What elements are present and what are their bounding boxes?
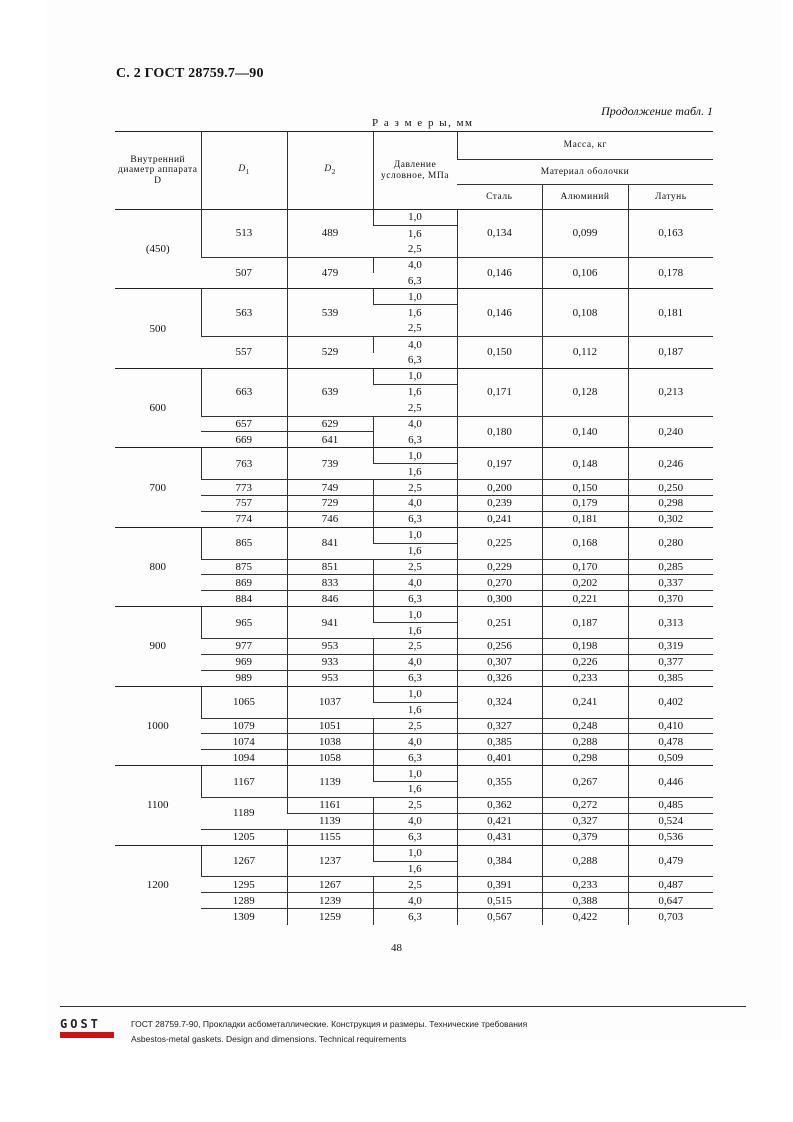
cell-pressure: 1,6 xyxy=(407,862,422,875)
cell-mass-aluminium: 0,198 xyxy=(542,639,628,655)
header-d2: $D_2$ xyxy=(287,132,373,210)
cell-d1: 1079 xyxy=(201,718,287,734)
table-row xyxy=(115,527,713,543)
table-row xyxy=(115,766,713,782)
table-row xyxy=(115,607,713,623)
cell-d2: 953 xyxy=(287,670,373,686)
cell-mass-steel: 0,300 xyxy=(457,591,542,607)
header-pressure: Давление условное, МПа xyxy=(373,132,457,210)
footer-divider xyxy=(60,1006,746,1007)
cell-mass-brass: 0,285 xyxy=(628,559,713,575)
cell-mass-aluminium: 0,181 xyxy=(542,511,628,527)
cell-d2: 851 xyxy=(287,559,373,575)
cell-mass-aluminium: 0,388 xyxy=(542,893,628,909)
cell-d2: 1139 xyxy=(287,766,373,798)
cell-mass-aluminium: 0,288 xyxy=(542,845,628,877)
table-row xyxy=(115,496,713,512)
cell-pressure: 2,5 xyxy=(373,797,457,813)
table-row xyxy=(115,845,713,861)
header-d1: $D_1$ xyxy=(201,132,287,210)
cell-mass-brass: 0,536 xyxy=(628,829,713,845)
cell-d2: 639 xyxy=(287,368,373,416)
cell-pressure: 4,0 xyxy=(373,893,457,909)
cell-d2: 1051 xyxy=(287,718,373,734)
cell-d1: 774 xyxy=(201,511,287,527)
cell-d2: 933 xyxy=(287,654,373,670)
cell-mass-brass: 0,509 xyxy=(628,750,713,766)
table-row xyxy=(115,559,713,575)
cell-pressure: 1,6 xyxy=(407,624,422,637)
cell-mass-aluminium: 0,267 xyxy=(542,766,628,798)
table-row xyxy=(115,909,713,925)
cell-d2: 941 xyxy=(287,607,373,639)
page-number: 48 xyxy=(391,942,402,954)
cell-d1: 757 xyxy=(201,496,287,512)
cell-mass-aluminium: 0,248 xyxy=(542,718,628,734)
table-continuation-note: Продолжение табл. 1 xyxy=(601,104,713,118)
cell-mass-aluminium: 0,226 xyxy=(542,654,628,670)
cell-d1: 557 xyxy=(201,337,287,369)
cell-pressure: 4,0 xyxy=(373,734,457,750)
cell-mass-brass: 0,313 xyxy=(628,607,713,639)
cell-d1: 1309 xyxy=(201,909,287,925)
cell-pressure: 2,5 xyxy=(407,401,422,414)
cell-pressure: 6,3 xyxy=(373,670,457,686)
cell-mass-steel: 0,391 xyxy=(457,877,542,893)
cell-pressure: 4,0 xyxy=(373,416,457,432)
cell-mass-brass: 0,478 xyxy=(628,734,713,750)
cell-mass-brass: 0,337 xyxy=(628,575,713,591)
cell-mass-brass: 0,377 xyxy=(628,654,713,670)
cell-d2: 739 xyxy=(287,448,373,480)
cell-mass-steel: 0,401 xyxy=(457,750,542,766)
table-row xyxy=(115,448,713,464)
cell-pressure: 2,5 xyxy=(373,639,457,655)
cell-pressure: 4,0 xyxy=(373,496,457,512)
cell-mass-brass: 0,280 xyxy=(628,527,713,559)
cell-d1: 669 xyxy=(201,432,287,448)
cell-mass-aluminium: 0,288 xyxy=(542,734,628,750)
cell-pressure: 4,0 xyxy=(373,575,457,591)
cell-mass-steel: 0,326 xyxy=(457,670,542,686)
cell-mass-aluminium: 0,202 xyxy=(542,575,628,591)
cell-d2: 1038 xyxy=(287,734,373,750)
cell-d2: 479 xyxy=(287,257,373,289)
cell-mass-steel: 0,241 xyxy=(457,511,542,527)
cell-d1: 773 xyxy=(201,480,287,496)
cell-d1: 884 xyxy=(201,591,287,607)
dimensions-caption: Р а з м е р ы, мм xyxy=(372,117,474,129)
cell-d1: 965 xyxy=(201,607,287,639)
cell-inner-diameter: 800 xyxy=(115,527,201,606)
cell-mass-aluminium: 0,168 xyxy=(542,527,628,559)
header-brass: Латунь xyxy=(628,185,713,210)
cell-d2: 1237 xyxy=(287,845,373,877)
cell-d1: 1094 xyxy=(201,750,287,766)
cell-mass-aluminium: 0,112 xyxy=(542,337,628,369)
cell-pressure: 1,6 xyxy=(407,545,422,558)
header-mass: Масса, кг xyxy=(457,132,713,160)
cell-d2: 729 xyxy=(287,496,373,512)
cell-pressure: 6,3 xyxy=(407,354,422,367)
cell-pressure: 1,6 xyxy=(407,227,422,240)
cell-d1: 1295 xyxy=(201,877,287,893)
cell-pressure: 6,3 xyxy=(373,591,457,607)
cell-mass-aluminium: 0,187 xyxy=(542,607,628,639)
table-row xyxy=(115,416,713,432)
cell-mass-brass: 0,370 xyxy=(628,591,713,607)
cell-d2: 1239 xyxy=(287,893,373,909)
cell-d2: 1259 xyxy=(287,909,373,925)
cell-mass-aluminium: 0,221 xyxy=(542,591,628,607)
cell-mass-steel: 0,384 xyxy=(457,845,542,877)
cell-mass-aluminium: 0,179 xyxy=(542,496,628,512)
footer-title-en: Asbestos-metal gaskets. Design and dimensions. Technical requirements xyxy=(131,1034,407,1044)
cell-d1: 875 xyxy=(201,559,287,575)
cell-inner-diameter: (450) xyxy=(115,210,201,289)
cell-d1: 1205 xyxy=(201,829,287,845)
cell-mass-steel: 0,171 xyxy=(457,368,542,416)
cell-d2: 833 xyxy=(287,575,373,591)
cell-d1: 1074 xyxy=(201,734,287,750)
cell-mass-steel: 0,146 xyxy=(457,289,542,337)
cell-mass-brass: 0,298 xyxy=(628,496,713,512)
cell-mass-steel: 0,355 xyxy=(457,766,542,798)
cell-inner-diameter: 1200 xyxy=(115,845,201,924)
cell-mass-steel: 0,362 xyxy=(457,797,542,813)
table-row xyxy=(115,210,713,226)
cell-d2: 1155 xyxy=(287,829,373,845)
cell-mass-steel: 0,431 xyxy=(457,829,542,845)
cell-mass-steel: 0,200 xyxy=(457,480,542,496)
cell-pressure: 6,3 xyxy=(373,829,457,845)
cell-d1: 513 xyxy=(201,210,287,258)
cell-pressure: 2,5 xyxy=(373,559,457,575)
cell-mass-brass: 0,703 xyxy=(628,909,713,925)
cell-d2: 641 xyxy=(287,432,373,448)
cell-pressure: 1,6 xyxy=(407,386,422,399)
cell-d1: 977 xyxy=(201,639,287,655)
cell-mass-brass: 0,187 xyxy=(628,337,713,369)
cell-d1: 763 xyxy=(201,448,287,480)
cell-mass-brass: 0,163 xyxy=(628,210,713,258)
table-row xyxy=(115,639,713,655)
cell-d1: 969 xyxy=(201,654,287,670)
cell-mass-aluminium: 0,272 xyxy=(542,797,628,813)
cell-d1: 657 xyxy=(201,416,287,432)
cell-pressure: 2,5 xyxy=(373,480,457,496)
cell-mass-aluminium: 0,241 xyxy=(542,686,628,718)
cell-inner-diameter: 900 xyxy=(115,607,201,686)
cell-pressure: 6,3 xyxy=(373,511,457,527)
table-row xyxy=(115,797,713,813)
cell-pressure: 1,0 xyxy=(373,527,457,543)
cell-mass-brass: 0,246 xyxy=(628,448,713,480)
cell-d2: 629 xyxy=(287,416,373,432)
cell-d2: 1161 xyxy=(287,797,373,813)
cell-mass-steel: 0,270 xyxy=(457,575,542,591)
cell-mass-steel: 0,134 xyxy=(457,210,542,258)
cell-mass-steel: 0,197 xyxy=(457,448,542,480)
cell-inner-diameter: 700 xyxy=(115,448,201,527)
cell-d1: 1065 xyxy=(201,686,287,718)
cell-mass-aluminium: 0,140 xyxy=(542,416,628,448)
cell-mass-brass: 0,181 xyxy=(628,289,713,337)
cell-mass-aluminium: 0,170 xyxy=(542,559,628,575)
cell-mass-steel: 0,256 xyxy=(457,639,542,655)
cell-mass-aluminium: 0,108 xyxy=(542,289,628,337)
cell-d2: 953 xyxy=(287,639,373,655)
cell-pressure: 1,0 xyxy=(373,210,457,226)
cell-pressure: 4,0 xyxy=(373,654,457,670)
cell-mass-aluminium: 0,128 xyxy=(542,368,628,416)
cell-pressure: 6,3 xyxy=(373,909,457,925)
cell-inner-diameter: 600 xyxy=(115,368,201,447)
cell-pressure: 6,3 xyxy=(373,432,457,448)
cell-pressure: 1,0 xyxy=(373,368,457,384)
cell-inner-diameter: 1100 xyxy=(115,766,201,845)
cell-inner-diameter: 1000 xyxy=(115,686,201,765)
cell-mass-brass: 0,410 xyxy=(628,718,713,734)
cell-mass-brass: 0,319 xyxy=(628,639,713,655)
table-row xyxy=(115,750,713,766)
cell-mass-steel: 0,515 xyxy=(457,893,542,909)
table-row xyxy=(115,257,713,273)
cell-mass-brass: 0,487 xyxy=(628,877,713,893)
cell-mass-brass: 0,178 xyxy=(628,257,713,289)
cell-d2: 846 xyxy=(287,591,373,607)
cell-pressure: 2,5 xyxy=(407,242,422,255)
cell-d1: 1189 xyxy=(201,797,287,829)
footer-document-title xyxy=(131,1017,527,1047)
cell-mass-steel: 0,307 xyxy=(457,654,542,670)
cell-mass-steel: 0,327 xyxy=(457,718,542,734)
table-row xyxy=(115,511,713,527)
cell-mass-steel: 0,239 xyxy=(457,496,542,512)
cell-mass-brass: 0,479 xyxy=(628,845,713,877)
cell-mass-steel: 0,385 xyxy=(457,734,542,750)
cell-mass-aluminium: 0,422 xyxy=(542,909,628,925)
cell-mass-brass: 0,524 xyxy=(628,813,713,829)
cell-mass-brass: 0,250 xyxy=(628,480,713,496)
table-row xyxy=(115,654,713,670)
cell-pressure: 4,0 xyxy=(373,337,457,353)
cell-mass-steel: 0,229 xyxy=(457,559,542,575)
cell-pressure: 6,3 xyxy=(373,750,457,766)
cell-pressure: 2,5 xyxy=(373,877,457,893)
cell-pressure: 2,5 xyxy=(407,322,422,335)
cell-pressure: 1,0 xyxy=(373,766,457,782)
cell-mass-aluminium: 0,233 xyxy=(542,670,628,686)
cell-mass-brass: 0,402 xyxy=(628,686,713,718)
table-row xyxy=(115,591,713,607)
cell-d2: 841 xyxy=(287,527,373,559)
cell-mass-steel: 0,567 xyxy=(457,909,542,925)
cell-mass-steel: 0,251 xyxy=(457,607,542,639)
table-row xyxy=(115,575,713,591)
table-row xyxy=(115,829,713,845)
cell-mass-brass: 0,302 xyxy=(628,511,713,527)
cell-mass-steel: 0,324 xyxy=(457,686,542,718)
cell-d2: 1139 xyxy=(287,813,373,829)
cell-mass-aluminium: 0,233 xyxy=(542,877,628,893)
header-inner-diameter: Внутренний диаметр аппарата D xyxy=(115,132,201,210)
cell-d2: 1037 xyxy=(287,686,373,718)
cell-mass-aluminium: 0,106 xyxy=(542,257,628,289)
cell-d2: 749 xyxy=(287,480,373,496)
table-row xyxy=(115,718,713,734)
cell-pressure: 1,6 xyxy=(407,704,422,716)
cell-d2: 746 xyxy=(287,511,373,527)
gasket-dimensions-table xyxy=(115,131,713,925)
cell-pressure: 6,3 xyxy=(407,274,422,287)
cell-pressure: 1,6 xyxy=(407,783,422,796)
cell-mass-brass: 0,485 xyxy=(628,797,713,813)
cell-d1: 1167 xyxy=(201,766,287,798)
cell-pressure: 1,6 xyxy=(407,306,422,319)
cell-pressure: 1,0 xyxy=(373,686,457,702)
cell-mass-aluminium: 0,327 xyxy=(542,813,628,829)
cell-inner-diameter: 500 xyxy=(115,289,201,368)
cell-d1: 507 xyxy=(201,257,287,289)
cell-mass-steel: 0,225 xyxy=(457,527,542,559)
cell-mass-aluminium: 0,298 xyxy=(542,750,628,766)
cell-mass-brass: 0,647 xyxy=(628,893,713,909)
table-row xyxy=(115,670,713,686)
header-aluminium: Алюминий xyxy=(542,185,628,210)
cell-d1: 869 xyxy=(201,575,287,591)
cell-mass-steel: 0,146 xyxy=(457,257,542,289)
cell-pressure: 1,0 xyxy=(373,845,457,861)
cell-pressure: 2,5 xyxy=(373,718,457,734)
cell-mass-steel: 0,150 xyxy=(457,337,542,369)
cell-d2: 489 xyxy=(287,210,373,258)
cell-d2: 1058 xyxy=(287,750,373,766)
table-row xyxy=(115,877,713,893)
footer-title-ru: ГОСТ 28759.7-90, Прокладки асбометаллические. Конструкция и размеры. Технические требования xyxy=(131,1019,528,1029)
cell-d2: 1267 xyxy=(287,877,373,893)
table-row xyxy=(115,480,713,496)
cell-pressure: 1,0 xyxy=(373,289,457,305)
gost-logo: GOST xyxy=(60,1018,114,1038)
table-row xyxy=(115,337,713,353)
table-row xyxy=(115,289,713,305)
cell-mass-steel: 0,180 xyxy=(457,416,542,448)
table-row xyxy=(115,686,713,702)
cell-d1: 1289 xyxy=(201,893,287,909)
header-steel: Сталь xyxy=(457,185,542,210)
cell-mass-brass: 0,240 xyxy=(628,416,713,448)
cell-mass-aluminium: 0,379 xyxy=(542,829,628,845)
cell-pressure: 4,0 xyxy=(373,257,457,273)
cell-pressure: 4,0 xyxy=(373,813,457,829)
page-title: С. 2 ГОСТ 28759.7—90 xyxy=(116,66,264,81)
cell-d2: 539 xyxy=(287,289,373,337)
table-row xyxy=(115,734,713,750)
cell-mass-brass: 0,446 xyxy=(628,766,713,798)
cell-mass-aluminium: 0,148 xyxy=(542,448,628,480)
cell-d1: 865 xyxy=(201,527,287,559)
cell-mass-aluminium: 0,150 xyxy=(542,480,628,496)
cell-d2: 529 xyxy=(287,337,373,369)
cell-d1: 1267 xyxy=(201,845,287,877)
cell-d1: 989 xyxy=(201,670,287,686)
cell-mass-steel: 0,421 xyxy=(457,813,542,829)
table-row xyxy=(115,368,713,384)
cell-pressure: 1,0 xyxy=(373,607,457,623)
cell-pressure: 1,0 xyxy=(373,448,457,464)
cell-mass-aluminium: 0,099 xyxy=(542,210,628,258)
cell-mass-brass: 0,213 xyxy=(628,368,713,416)
header-shell-material: Материал оболочки xyxy=(457,160,713,185)
cell-d1: 663 xyxy=(201,368,287,416)
cell-pressure: 1,6 xyxy=(407,465,422,478)
cell-d1: 563 xyxy=(201,289,287,337)
cell-mass-brass: 0,385 xyxy=(628,670,713,686)
table-row xyxy=(115,893,713,909)
